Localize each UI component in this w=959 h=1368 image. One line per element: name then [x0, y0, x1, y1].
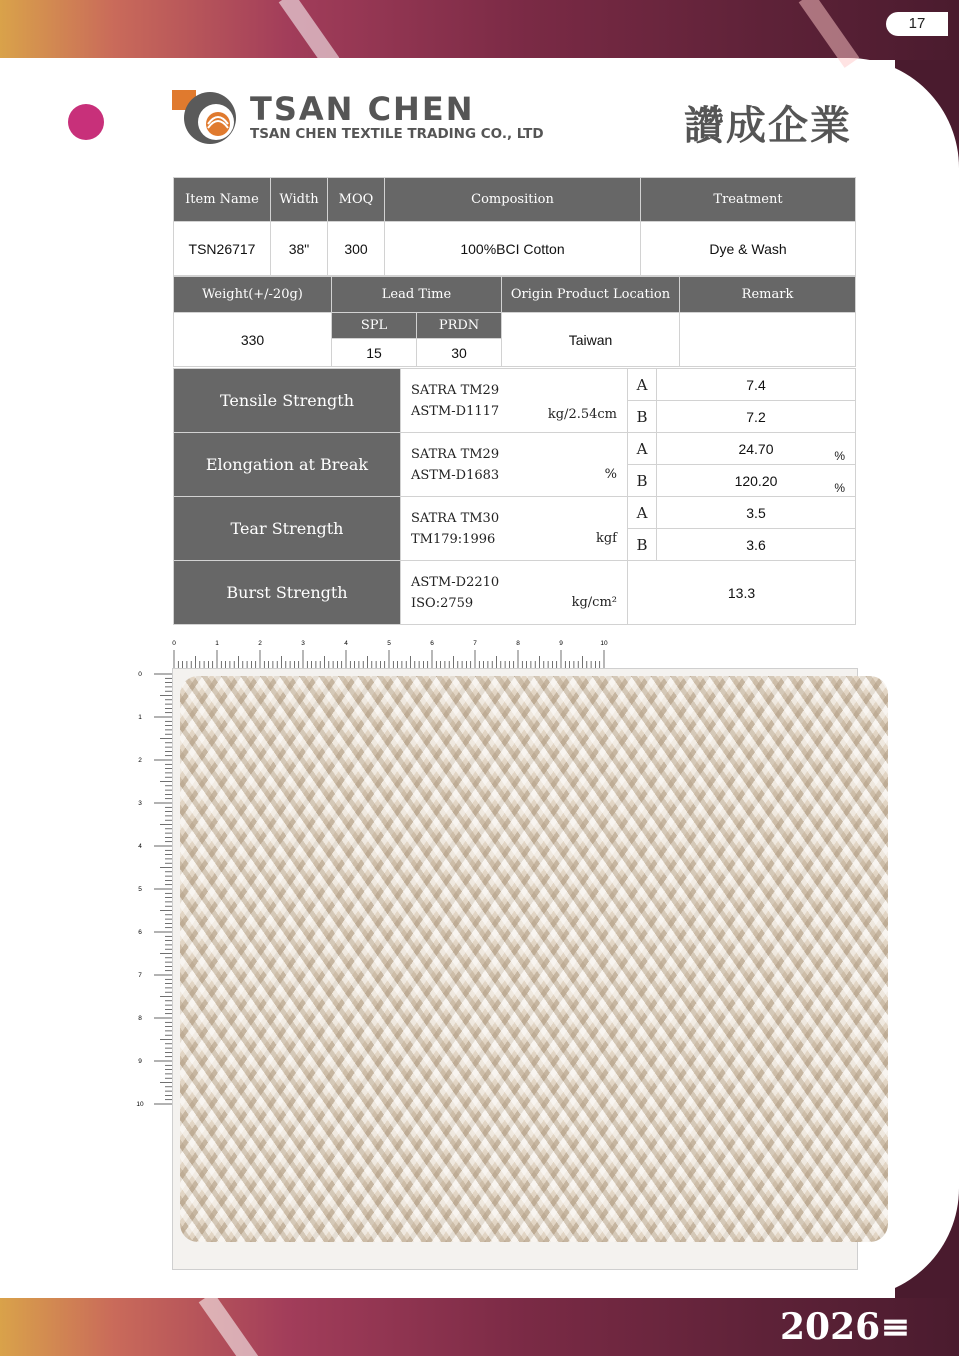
company-chinese-name: 讚成企業	[684, 103, 852, 149]
tensile-unit: kg/2.54cm	[547, 407, 617, 422]
elongation-a-value: 24.70	[738, 440, 774, 457]
tear-b-value: 3.6	[657, 529, 856, 561]
ruler-label: 7	[138, 972, 142, 979]
moq-value: 300	[328, 222, 385, 276]
elongation-label: Elongation at Break	[174, 433, 401, 497]
ruler-label: 3	[301, 640, 305, 647]
header-composition: Composition	[385, 178, 641, 222]
elongation-a-cell	[657, 433, 856, 465]
burst-value: 13.3	[628, 561, 856, 625]
header-treatment: Treatment	[641, 178, 856, 222]
header-moq: MOQ	[328, 178, 385, 222]
elongation-method-1: SATRA TM29	[411, 446, 500, 462]
elongation-unit: %	[604, 467, 617, 482]
header-prdn: PRDN	[417, 313, 502, 339]
ruler-label: 0	[172, 640, 176, 647]
header-origin: Origin Product Location	[502, 277, 680, 313]
tensile-method	[401, 369, 628, 433]
item-name-value: TSN26717	[174, 222, 271, 276]
burst-method-1: ASTM-D2210	[411, 574, 500, 590]
treatment-value: Dye & Wash	[641, 222, 856, 276]
burst-unit: kg/cm²	[571, 595, 617, 610]
tear-method-2: TM179:1996	[411, 531, 496, 547]
tensile-b-label: B	[628, 401, 657, 433]
burst-method-2: ISO:2759	[411, 595, 474, 611]
tear-label: Tear Strength	[174, 497, 401, 561]
header-item-name: Item Name	[174, 178, 271, 222]
fabric-swatch-image	[180, 676, 888, 1242]
header-remark: Remark	[680, 277, 856, 313]
ruler-label: 8	[138, 1015, 142, 1022]
prdn-value: 30	[417, 339, 502, 367]
burst-label: Burst Strength	[174, 561, 401, 625]
page-number: 17	[886, 12, 948, 36]
vertical-ruler	[134, 670, 172, 1106]
tear-method-1: SATRA TM30	[411, 510, 500, 526]
tensile-a-label: A	[628, 369, 657, 401]
ruler-label: 8	[516, 640, 520, 647]
ruler-label: 2	[258, 640, 262, 647]
company-subtitle: TSAN CHEN TEXTILE TRADING CO., LTD	[250, 126, 544, 142]
spl-value: 15	[332, 339, 417, 367]
product-info-table	[173, 177, 856, 276]
weight-value: 330	[174, 313, 332, 367]
ruler-label: 10	[600, 640, 608, 647]
tear-method	[401, 497, 628, 561]
year-mark: 2026≡	[780, 1306, 911, 1348]
ruler-label: 0	[138, 671, 142, 678]
composition-value: 100%BCI Cotton	[385, 222, 641, 276]
ruler-label: 5	[387, 640, 391, 647]
test-results-table	[173, 368, 856, 625]
tear-a-label: A	[628, 497, 657, 529]
tensile-b-value: 7.2	[657, 401, 856, 433]
ruler-label: 1	[215, 640, 219, 647]
elongation-b-cell	[657, 465, 856, 497]
company-name: TSAN CHEN	[250, 90, 475, 128]
ruler-label: 9	[559, 640, 563, 647]
logistics-table	[173, 276, 856, 367]
elongation-b-label: B	[628, 465, 657, 497]
ruler-label: 10	[136, 1101, 144, 1108]
ruler-label: 6	[138, 929, 142, 936]
header-weight: Weight(+/-20g)	[174, 277, 332, 313]
tensile-label: Tensile Strength	[174, 369, 401, 433]
company-logo-icon	[172, 88, 236, 146]
width-value: 38"	[271, 222, 328, 276]
elongation-a-label: A	[628, 433, 657, 465]
elongation-b-value: 120.20	[734, 472, 778, 489]
tear-b-label: B	[628, 529, 657, 561]
ruler-label: 4	[344, 640, 348, 647]
header-lead-time: Lead Time	[332, 277, 502, 313]
ruler-label: 2	[138, 757, 142, 764]
burst-method	[401, 561, 628, 625]
tear-unit: kgf	[595, 531, 617, 546]
ruler-label: 7	[473, 640, 477, 647]
tensile-a-value: 7.4	[657, 369, 856, 401]
ruler-label: 1	[138, 714, 142, 721]
remark-value	[680, 313, 856, 367]
elongation-method-2: ASTM-D1683	[411, 467, 500, 483]
ruler-label: 4	[138, 843, 142, 850]
tensile-method-1: SATRA TM29	[411, 382, 500, 398]
accent-dot	[68, 104, 104, 140]
header-spl: SPL	[332, 313, 417, 339]
tear-a-value: 3.5	[657, 497, 856, 529]
origin-value: Taiwan	[502, 313, 680, 367]
ruler-label: 5	[138, 886, 142, 893]
elongation-method	[401, 433, 628, 497]
elongation-b-unit: %	[834, 481, 845, 495]
ruler-label: 9	[138, 1058, 142, 1065]
tensile-method-2: ASTM-D1117	[411, 403, 500, 419]
ruler-label: 3	[138, 800, 142, 807]
horizontal-ruler	[172, 638, 606, 668]
header-width: Width	[271, 178, 328, 222]
ruler-label: 6	[430, 640, 434, 647]
elongation-a-unit: %	[834, 449, 845, 463]
